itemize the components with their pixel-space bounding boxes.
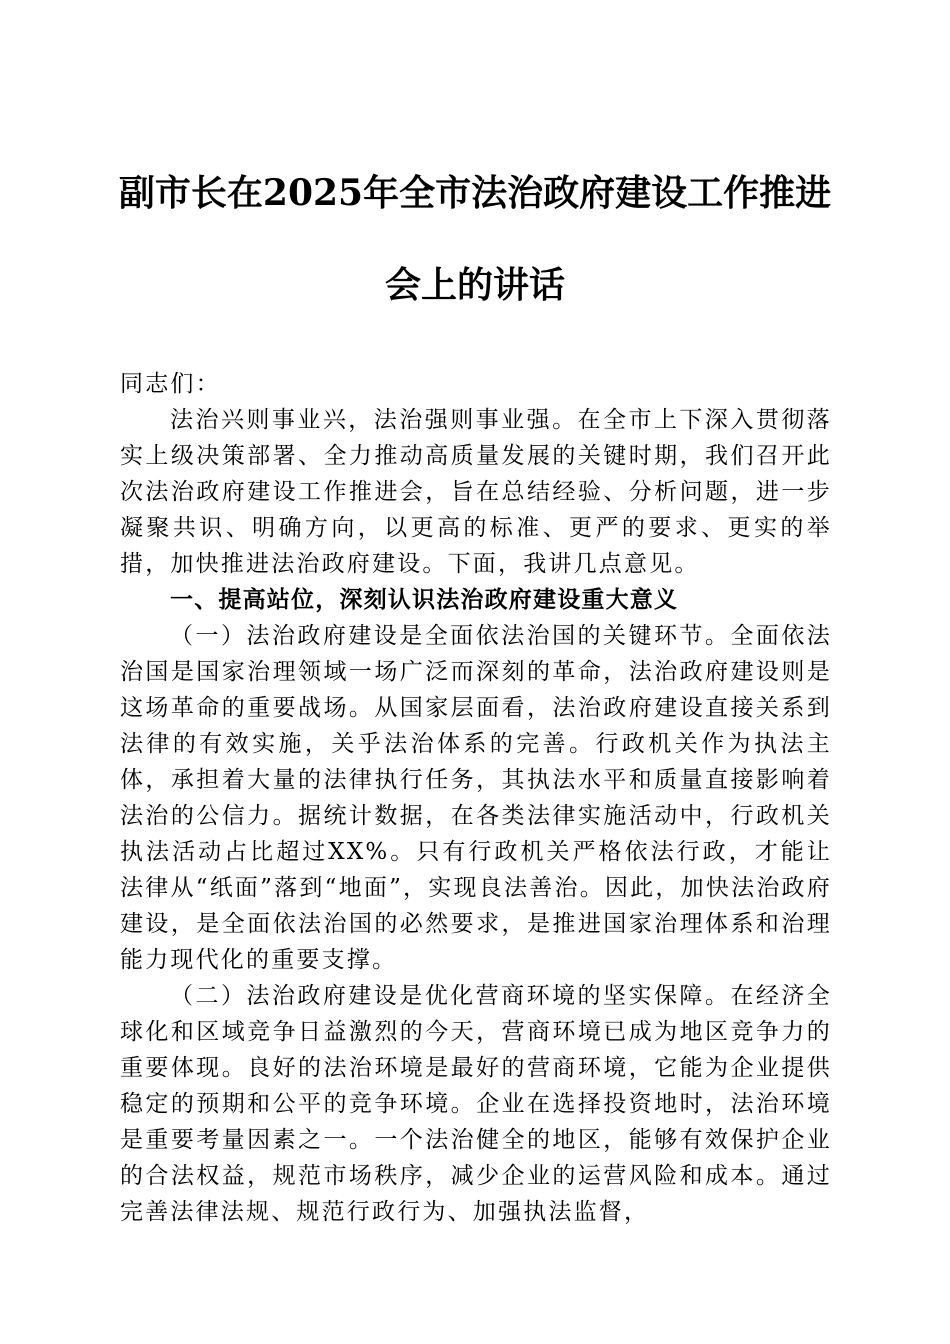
subsection-body-1: 全面依法治国是国家治理领域一场广泛而深刻的革命，法治政府建设则是这场革命的重要战场。从国家层面看，法治政府建设直接关系到法律的有效实施，关乎法治体系的完善。行政机关作为执法主体，承担着大量的法律执行任务，其执法水平和质量直接影响着法治的公信力。据统计数据，在各类法律实施活动中，行政机关执法活动占比超过XX%。只有行政机关严格依法行政，才能让法律从“纸面”落到“地面”，实现良法善治。因此，加快法治政府建设，是全面依法治国的必然要求，是推进国家治理体系和治理能力现代化的重要支撑。 (120, 623, 832, 973)
subsection-body-2: 在经济全球化和区域竞争日益激烈的今天，营商环境已成为地区竞争力的重要体现。良好的法治环境是最好的营商环境，它能为企业提供稳定的预期和公平的竞争环境。企业在选择投资地时，法治环境是重要考量因素之一。一个法治健全的地区，能够有效保护企业的合法权益，规范市场秩序，减少企业的运营风险和成本。通过完善法律法规、规范行政行为、加强执法监督， (120, 983, 832, 1225)
section-heading-1: 一、提高站位，深刻认识法治政府建设重大意义 (170, 587, 679, 613)
subsection-paragraph-1 (120, 618, 832, 978)
subsection-heading-1: （一）法治政府建设是全面依法治国的关键环节。 (170, 623, 731, 649)
intro-paragraph: 法治兴则事业兴，法治强则事业强。在全市上下深入贯彻落实上级决策部署、全力推动高质量发展的关键时期，我们召开此次法治政府建设工作推进会，旨在总结经验、分析问题，进一步凝聚共识、明确方向，以更高的标准、更严的要求、更实的举措，加快推进法治政府建设。下面，我讲几点意见。 (120, 407, 832, 577)
salutation: 同志们： (120, 371, 221, 397)
document-title-line2: 会上的讲话 (384, 264, 565, 306)
document-title-line1: 副市长在2025年全市法治政府建设工作推进 (118, 172, 832, 214)
subsection-paragraph-2 (120, 978, 832, 1230)
document-body (120, 366, 832, 1230)
subsection-heading-2: （二）法治政府建设是优化营商环境的坚实保障。 (170, 983, 731, 1009)
